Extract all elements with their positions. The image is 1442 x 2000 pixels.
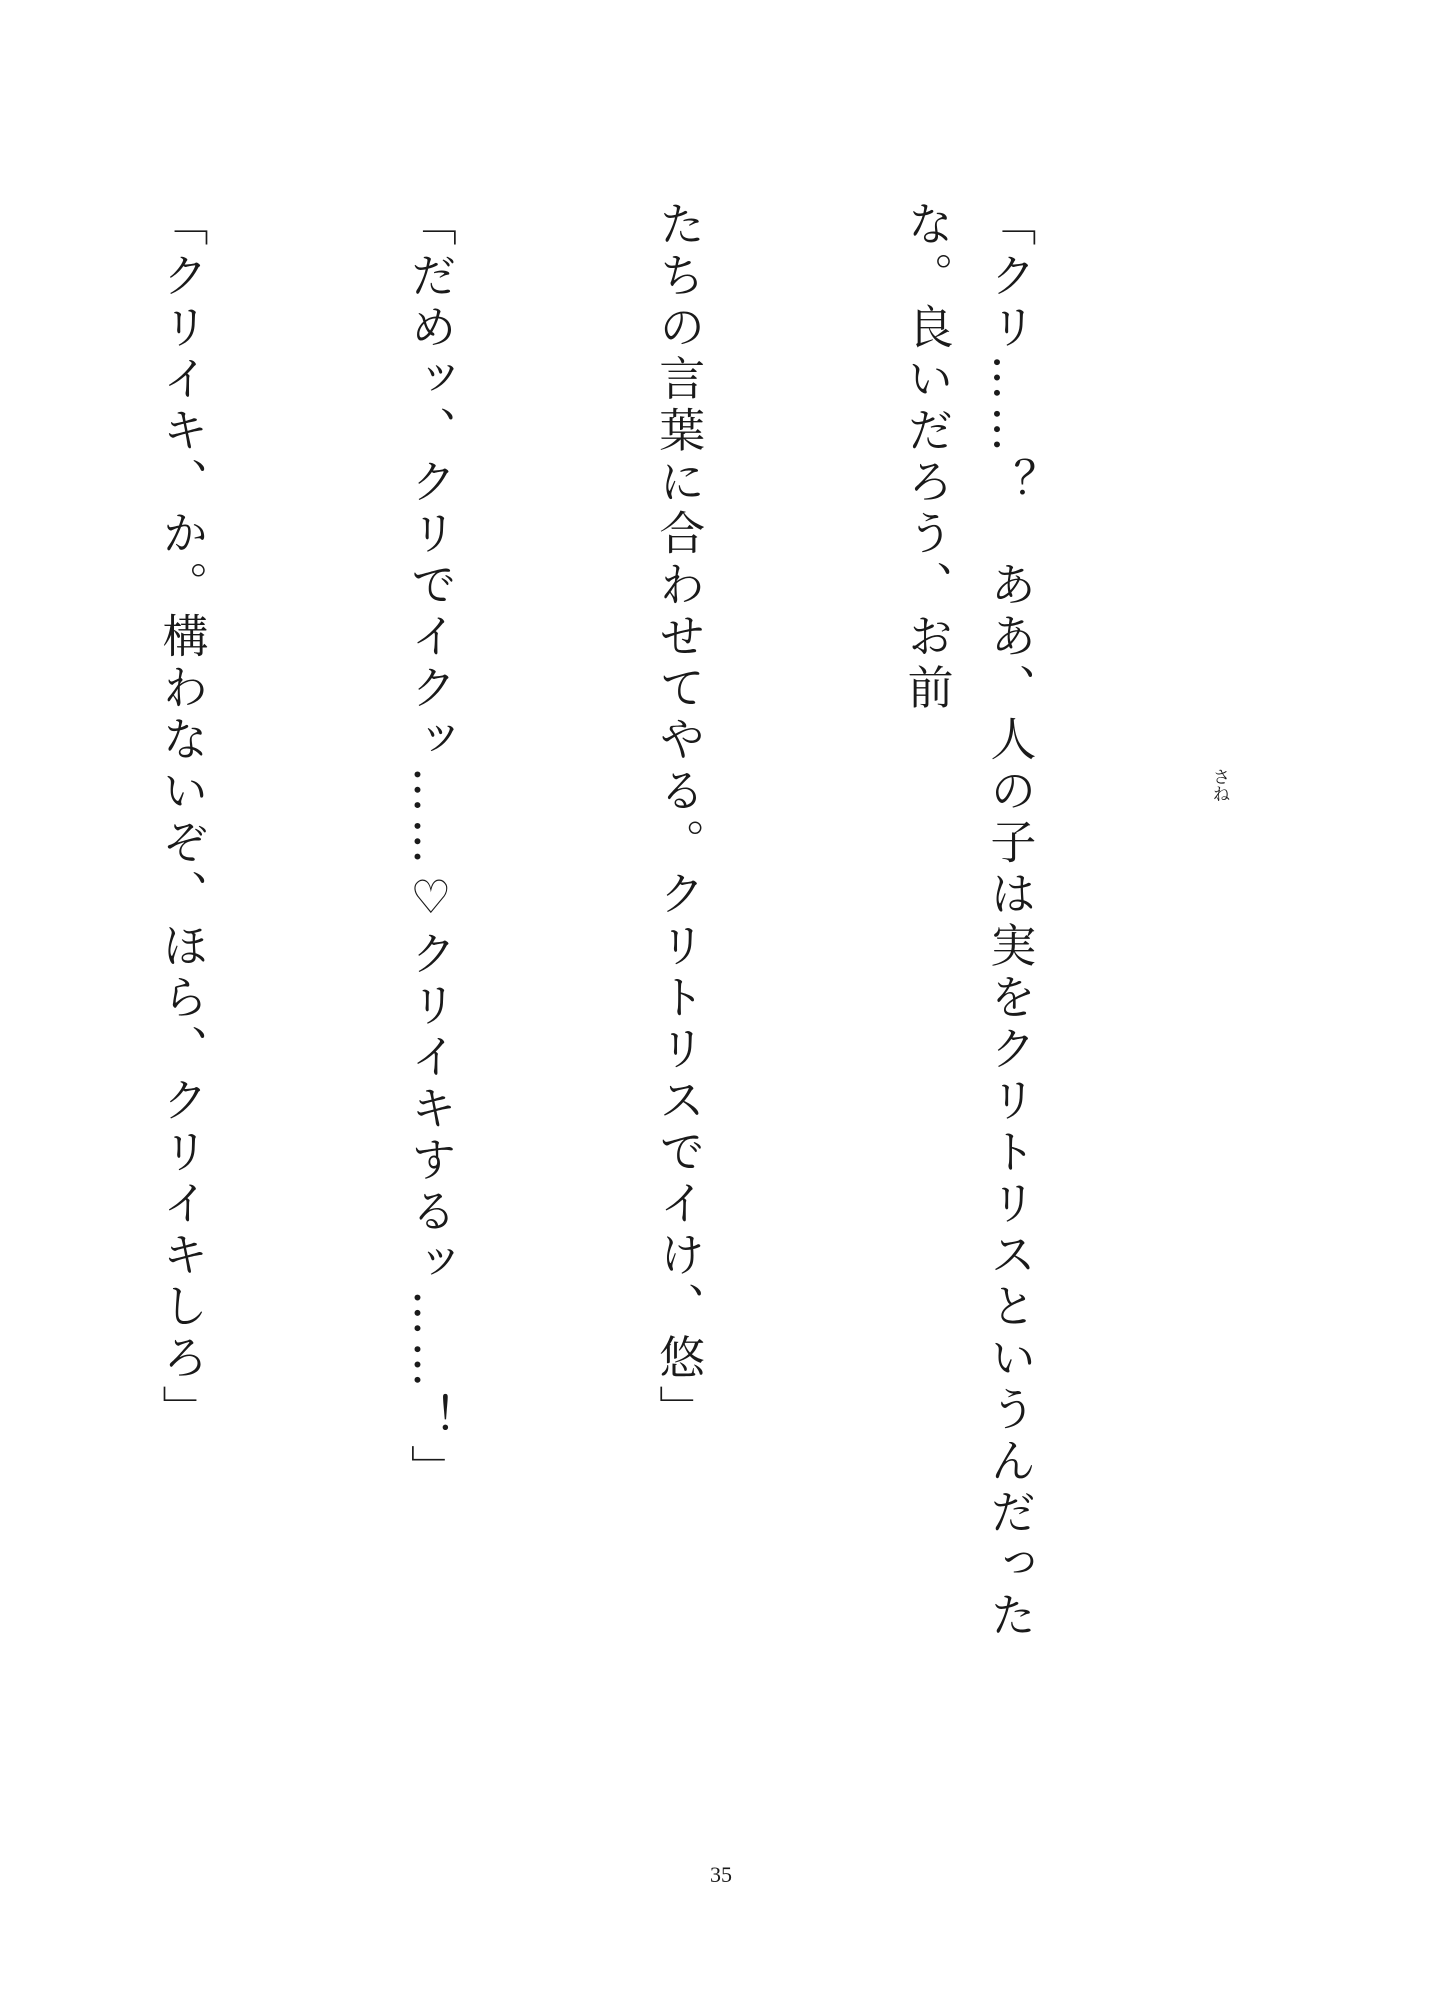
text-line: 「クリイキ、か。構わないぞ、ほら、クリイキしろ」 <box>155 200 210 1437</box>
text-line: 「クリ……？ ああ、人の子は実をクリトリスというんだったな。良いだろう、お前 <box>900 200 1038 1643</box>
text-line: 「だめッ、クリでイクッ……♡クリイキするッ……！」 <box>403 200 458 1496</box>
furigana-reading: さね <box>1213 768 1230 805</box>
page-number: 35 <box>710 1862 732 1887</box>
vertical-text-body <box>155 200 1217 1720</box>
text-line: たちの言葉に合わせてやる。クリトリスでイけ、悠」 <box>652 200 707 1437</box>
